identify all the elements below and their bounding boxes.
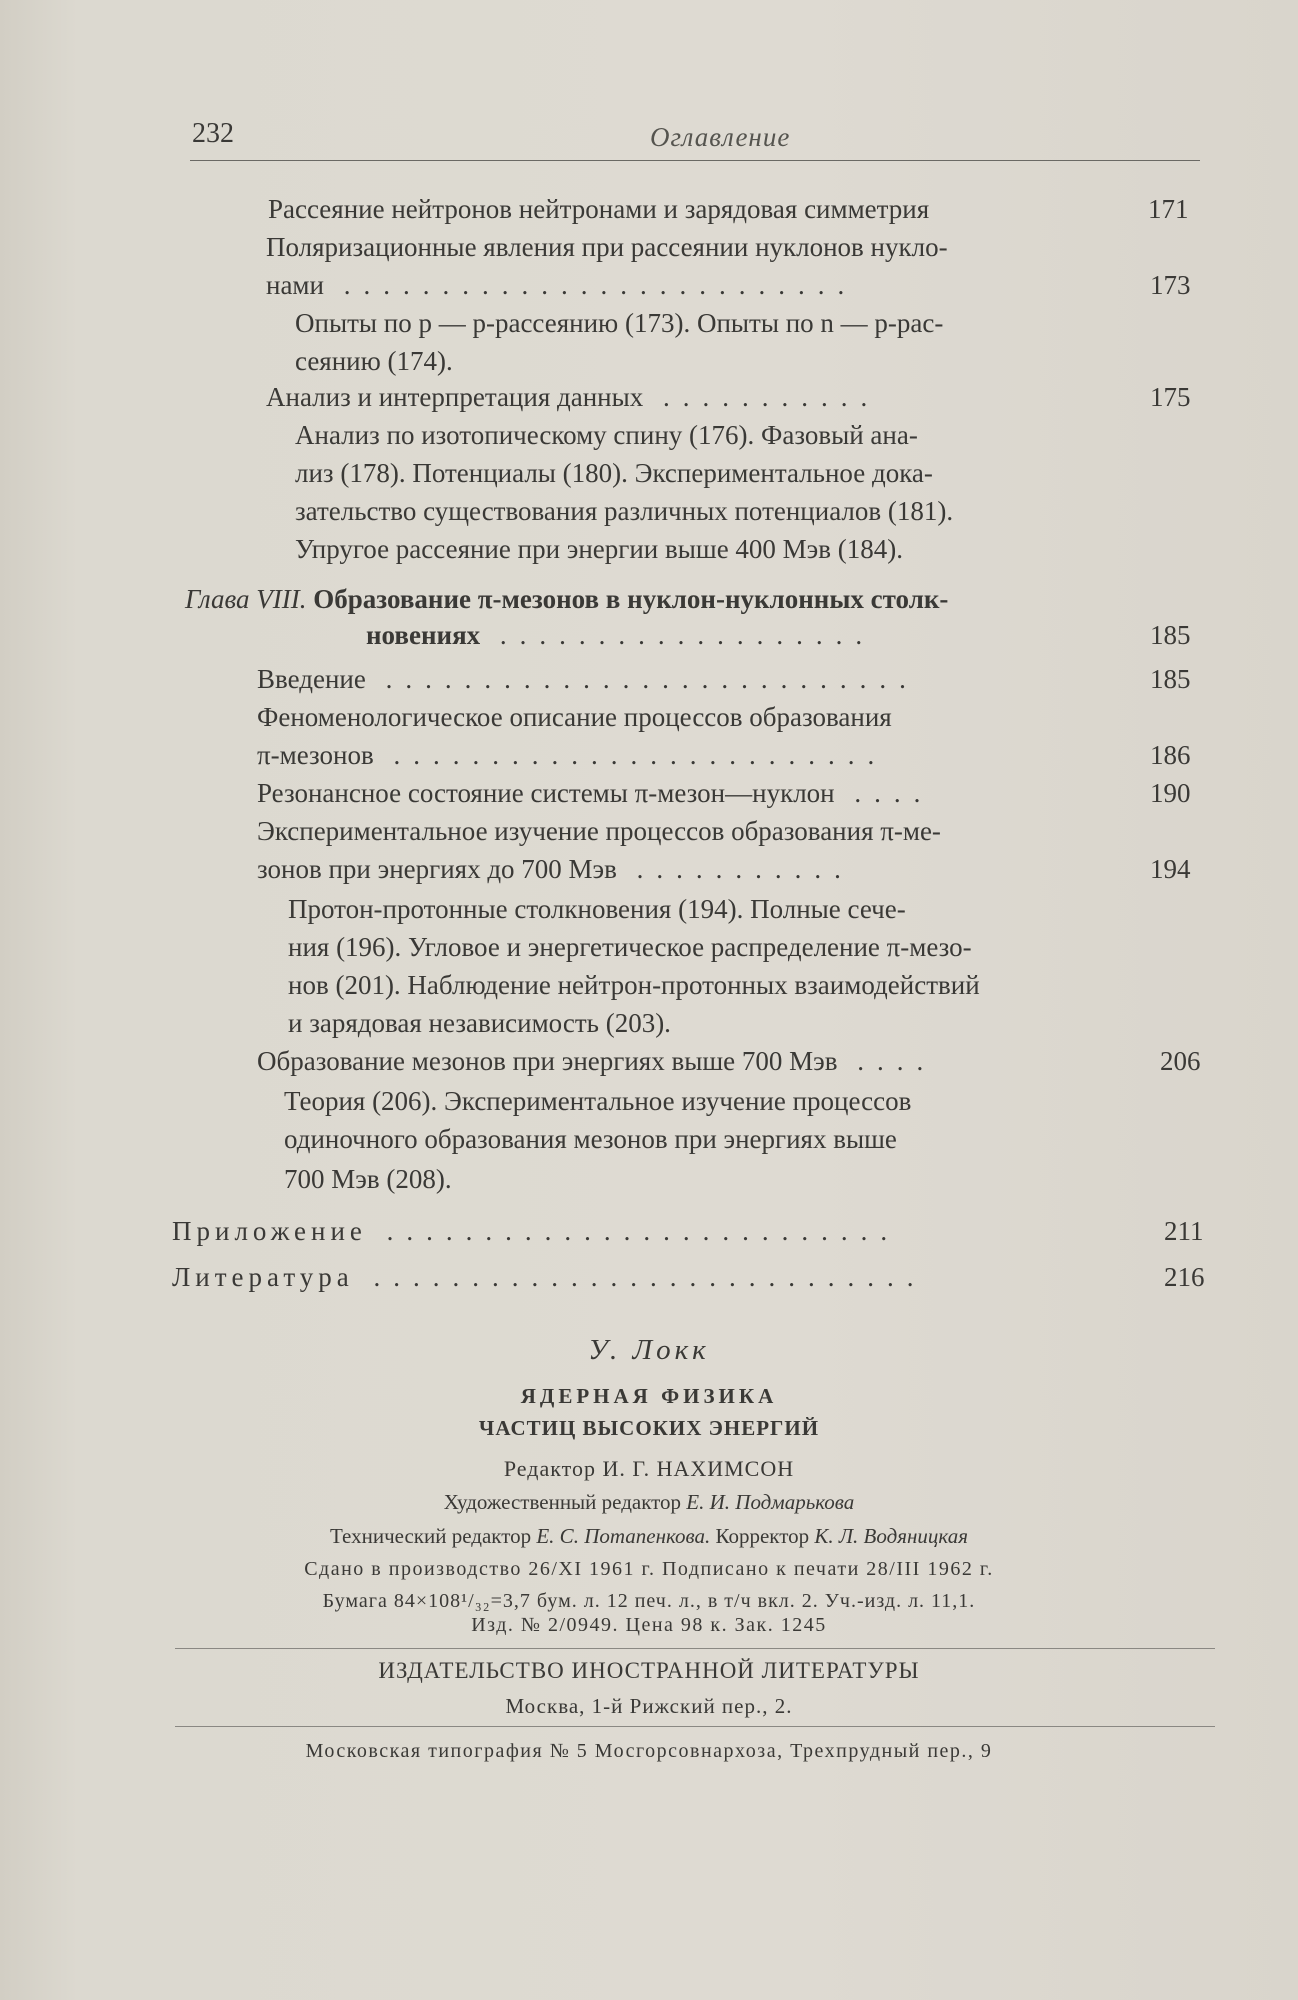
toc-entry-appendix: Приложение .......................... (172, 1216, 901, 1246)
toc-page-number: 190 (1150, 778, 1191, 808)
toc-subentry: ния (196). Угловое и энергетическое распределение π-мезо- (288, 932, 972, 962)
toc-page-number: 185 (1150, 620, 1191, 650)
toc-subentry: и зарядовая независимость (203). (288, 1008, 671, 1038)
toc-subentry: Опыты по p — p-рассеянию (173). Опыты по n — p-рас- (295, 308, 944, 338)
colophon-address: Москва, 1-й Рижский пер., 2. (505, 1694, 793, 1718)
toc-page-number: 216 (1164, 1262, 1205, 1292)
chapter-title-continued: новениях ................... (366, 620, 876, 650)
toc-subentry: Теория (206). Экспериментальное изучение процессов (284, 1086, 912, 1116)
running-head-title: Оглавление (650, 122, 791, 152)
colophon-paper: Бумага 84×108¹/₃₂=3,7 бум. л. 12 печ. л., в т/ч вкл. 2. Уч.-изд. л. 11,1. (322, 1590, 976, 1612)
colophon-publisher: ИЗДАТЕЛЬСТВО ИНОСТРАННОЙ ЛИТЕРАТУРЫ (378, 1658, 920, 1683)
toc-entry-continued: нами .......................... (266, 270, 858, 300)
colophon-author: У. Локк (588, 1334, 710, 1366)
toc-entry: Введение ........................... (257, 664, 919, 694)
toc-subentry: зательство существования различных потенциалов (181). (295, 496, 954, 526)
toc-subentry: 700 Мэв (208). (284, 1164, 452, 1194)
toc-entry: Образование мезонов при энергиях выше 700 Мэв .... (257, 1046, 937, 1076)
chapter-title: Образование π-мезонов в нуклон-нуклонных столк- (313, 584, 949, 614)
toc-subentry: Протон-протонные столкновения (194). Полные сече- (288, 894, 906, 924)
toc-page-number: 173 (1150, 270, 1191, 300)
colophon-printer: Московская типография № 5 Мосгорсовнархоза, Трехпрудный пер., 9 (305, 1740, 993, 1762)
toc-entry: Поляризационные явления при рассеянии нуклонов нукло- (266, 232, 948, 262)
colophon-book-title: ЯДЕРНАЯ ФИЗИКА (520, 1384, 778, 1408)
toc-page-number: 171 (1148, 194, 1189, 224)
running-head (190, 116, 1200, 161)
chapter-heading (185, 584, 948, 615)
toc-entry: Экспериментальное изучение процессов образования π-ме- (257, 816, 941, 846)
colophon-book-subtitle: ЧАСТИЦ ВЫСОКИХ ЭНЕРГИЙ (478, 1416, 820, 1440)
colophon-edition: Изд. № 2/0949. Цена 98 к. Зак. 1245 (471, 1614, 827, 1636)
page-number: 232 (192, 118, 234, 149)
toc-entry: Рассеяние нейтронов нейтронами и зарядовая симметрия (268, 194, 930, 224)
toc-entry: Феноменологическое описание процессов образования (257, 702, 892, 732)
colophon-tech-editor: Технический редактор Е. С. Потапенкова. Корректор К. Л. Водяницкая (330, 1524, 968, 1548)
toc-entry: Анализ и интерпретация данных ........... (266, 382, 881, 412)
toc-entry-continued: π-мезонов ......................... (257, 740, 888, 770)
toc-page-number: 175 (1150, 382, 1191, 412)
toc-subentry: одиночного образования мезонов при энергиях выше (284, 1124, 897, 1154)
toc-page-number: 185 (1150, 664, 1191, 694)
toc-entry: Резонансное состояние системы π-мезон—нуклон .... (257, 778, 934, 808)
toc-subentry: лиз (178). Потенциалы (180). Экспериментальное дока- (295, 458, 933, 488)
toc-subentry: Упругое рассеяние при энергии выше 400 Мэв (184). (295, 534, 904, 564)
chapter-label: Глава VIII. (185, 584, 307, 614)
toc-page-number: 186 (1150, 740, 1191, 770)
colophon-art-editor: Художественный редактор Е. И. Подмарькова (443, 1490, 855, 1514)
toc-subentry: сеянию (174). (295, 346, 453, 376)
toc-subentry: нов (201). Наблюдение нейтрон-протонных взаимодействий (288, 970, 980, 1000)
toc-page-number: 194 (1150, 854, 1191, 884)
toc-page-number: 211 (1164, 1216, 1204, 1246)
colophon-dates: Сдано в производство 26/XI 1961 г. Подписано к печати 28/III 1962 г. (304, 1558, 994, 1580)
toc-page-number: 206 (1160, 1046, 1201, 1076)
toc-subentry: Анализ по изотопическому спину (176). Фазовый ана- (295, 420, 918, 450)
toc-entry-literature: Литература ............................ (172, 1262, 927, 1292)
toc-entry-continued: зонов при энергиях до 700 Мэв ........... (257, 854, 854, 884)
colophon-divider (175, 1648, 1215, 1649)
colophon-editor: Редактор И. Г. НАХИМСОН (503, 1456, 795, 1481)
colophon-divider (175, 1726, 1215, 1727)
